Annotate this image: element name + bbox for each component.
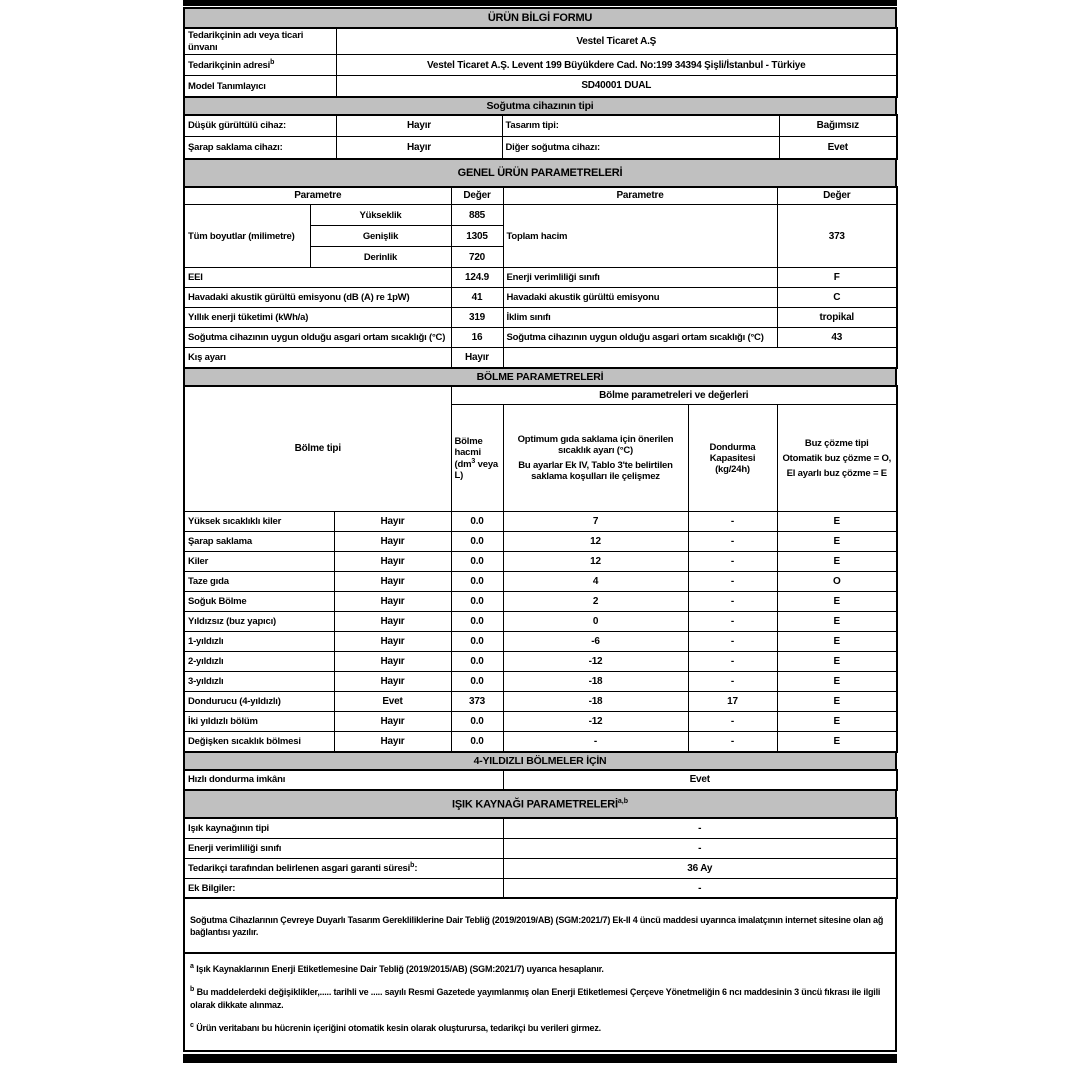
height-value: 885 — [451, 205, 503, 226]
value-header-1: Değer — [451, 187, 503, 205]
noise-class-label: Havadaki akustik gürültü emisyonu — [503, 288, 777, 308]
defrost-type-header: Buz çözme tipi Otomatik buz çözme = O, El ayarlı buz çözme = E — [777, 405, 897, 512]
compartment-capacity-cell: - — [688, 612, 777, 632]
min-ambient-temp-value: 16 — [451, 328, 503, 348]
compartment-defrost-cell: E — [777, 732, 897, 752]
depth-label: Derinlik — [310, 247, 451, 268]
light-source-table — [183, 817, 898, 899]
compartment-defrost-cell: E — [777, 552, 897, 572]
compartment-type-cell: Taze gıda — [184, 572, 334, 592]
winter-setting-value: Hayır — [451, 348, 503, 368]
total-volume-label: Toplam hacim — [503, 205, 777, 268]
freezing-capacity-header: Dondurma Kapasitesi (kg/24h) — [688, 405, 777, 512]
table-row — [184, 137, 897, 159]
low-noise-label: Düşük gürültülü cihaz: — [184, 115, 336, 137]
compartment-present-cell: Hayır — [334, 652, 451, 672]
compartment-defrost-cell: E — [777, 512, 897, 532]
compartment-present-cell: Hayır — [334, 632, 451, 652]
compartment-volume-cell: 0.0 — [451, 552, 503, 572]
table-row — [184, 712, 897, 732]
compartment-present-cell: Hayır — [334, 592, 451, 612]
compartment-type-cell: Yıldızsız (buz yapıcı) — [184, 612, 334, 632]
compartment-type-cell: Soğuk Bölme — [184, 592, 334, 612]
compartment-volume-cell: 0.0 — [451, 572, 503, 592]
compartment-capacity-cell: - — [688, 632, 777, 652]
compartment-type-header: Bölme tipi — [184, 386, 451, 512]
annual-energy-value: 319 — [451, 308, 503, 328]
cooling-type-table — [183, 114, 898, 160]
max-ambient-temp-label: Soğutma cihazının uygun olduğu asgari ortam sıcaklığı (°C) — [503, 328, 777, 348]
table-row — [184, 552, 897, 572]
compartment-capacity-cell: - — [688, 592, 777, 612]
table-row — [184, 672, 897, 692]
depth-value: 720 — [451, 247, 503, 268]
light-source-title-sup: a,b — [617, 797, 629, 805]
light-type-label: Işık kaynağının tipi — [184, 818, 503, 838]
compartment-present-cell: Hayır — [334, 552, 451, 572]
footnote-b: $^b$ Bu maddelerdeki değişiklikler,..... tarihli ve ..... sayılı Resmi Gazetede yayımlanmış olan Enerji Etiketlemesi Çerçeve Yönetmeliğin 6 ncı maddesinin 3 üncü fıkrası ile ilgili olarak dikkate alınmaz. — [190, 986, 881, 1011]
climate-class-value: tropikal — [777, 308, 897, 328]
extra-info-label: Ek Bilgiler: — [184, 878, 503, 898]
table-row — [184, 572, 897, 592]
compartment-defrost-cell: E — [777, 692, 897, 712]
compartment-volume-cell: 0.0 — [451, 612, 503, 632]
total-volume-value: 373 — [777, 205, 897, 268]
compartment-volume-cell: 0.0 — [451, 592, 503, 612]
compartment-volume-cell: 0.0 — [451, 712, 503, 732]
compartment-present-cell: Hayır — [334, 732, 451, 752]
volume-header: Bölme hacmi ($dm^3$ veya L) — [451, 405, 503, 512]
compartment-table — [183, 385, 898, 753]
compartment-defrost-cell: O — [777, 572, 897, 592]
compartment-volume-cell: 0.0 — [451, 652, 503, 672]
compartment-temp-cell: 12 — [503, 552, 688, 572]
four-star-band — [183, 751, 897, 771]
compartment-type-cell: 2-yıldızlı — [184, 652, 334, 672]
other-cooling-label: Diğer soğutma cihazı: — [502, 137, 779, 159]
compartment-type-cell: 3-yıldızlı — [184, 672, 334, 692]
compartment-present-cell: Hayır — [334, 532, 451, 552]
compartment-capacity-cell: - — [688, 732, 777, 752]
table-row — [184, 532, 897, 552]
four-star-table — [183, 769, 898, 791]
footnote-c: $^c$ Ürün veritabanı bu hücrenin içeriğini otomatik kesin olarak oluşturursa, tedarikçi bu verileri girmez. — [190, 1022, 601, 1034]
guarantee-label: Tedarikçi tarafından belirlenen asgari garanti süresi$^b$: — [184, 858, 503, 878]
table-row — [184, 28, 897, 55]
energy-class-label: Enerji verimliliği sınıfı — [503, 268, 777, 288]
dimensions-label: Tüm boyutlar (milimetre) — [184, 205, 310, 268]
winter-setting-label: Kış ayarı — [184, 348, 451, 368]
compartment-temp-cell: 7 — [503, 512, 688, 532]
table-row — [184, 592, 897, 612]
table-row — [184, 838, 897, 858]
compartment-present-cell: Evet — [334, 692, 451, 712]
compartment-temp-cell: -12 — [503, 712, 688, 732]
param-header-1: Parametre — [184, 187, 451, 205]
footnotes-box — [183, 952, 897, 1052]
general-params-table — [183, 186, 898, 369]
supplier-name-label: Tedarikçinin adı veya ticari ünvanı — [184, 28, 336, 55]
general-params-band — [183, 158, 897, 188]
table-row — [184, 732, 897, 752]
compartment-capacity-cell: - — [688, 552, 777, 572]
table-row — [184, 652, 897, 672]
table-row — [184, 612, 897, 632]
supplier-name-value: Vestel Ticaret A.Ş — [336, 28, 897, 55]
table-row — [184, 770, 897, 790]
table-row — [184, 512, 897, 532]
noise-emission-label: Havadaki akustik gürültü emisyonu (dB (A) re 1pW) — [184, 288, 451, 308]
fast-freeze-value: Evet — [503, 770, 897, 790]
compartment-defrost-cell: E — [777, 672, 897, 692]
compartment-type-cell: İki yıldızlı bölüm — [184, 712, 334, 732]
table-row — [184, 632, 897, 652]
height-label: Yükseklik — [310, 205, 451, 226]
table-row — [184, 115, 897, 137]
extra-info-value: - — [503, 878, 897, 898]
wine-storage-label: Şarap saklama cihazı: — [184, 137, 336, 159]
table-row — [184, 878, 897, 898]
light-energy-class-label: Enerji verimliliği sınıfı — [184, 838, 503, 858]
eei-value: 124.9 — [451, 268, 503, 288]
other-cooling-value: Evet — [779, 137, 897, 159]
width-value: 1305 — [451, 226, 503, 247]
table-row — [184, 76, 897, 97]
table-row — [184, 308, 897, 328]
table-row — [184, 268, 897, 288]
compartment-present-cell: Hayır — [334, 712, 451, 732]
compartment-volume-cell: 373 — [451, 692, 503, 712]
energy-class-value: F — [777, 268, 897, 288]
table-row — [184, 55, 897, 76]
compartment-defrost-cell: E — [777, 712, 897, 732]
temp-setting-header: Optimum gıda saklama için önerilen sıcaklık ayarı (°C) Bu ayarlar Ek IV, Tablo 3'te belirtilen saklama koşulları ile çelişmez — [503, 405, 688, 512]
light-source-title: IŞIK KAYNAĞI PARAMETRELERİ — [451, 798, 618, 811]
empty-cell — [503, 348, 897, 368]
compartment-temp-cell: 12 — [503, 532, 688, 552]
compartment-capacity-cell: 17 — [688, 692, 777, 712]
model-identifier-value: SD40001 DUAL — [336, 76, 897, 97]
compartment-temp-cell: - — [503, 732, 688, 752]
design-type-value: Bağımsız — [779, 115, 897, 137]
compartment-present-cell: Hayır — [334, 612, 451, 632]
general-params-title: GENEL ÜRÜN PARAMETRELERİ — [457, 166, 623, 179]
fast-freeze-label: Hızlı dondurma imkânı — [184, 770, 503, 790]
product-fiche-sheet — [183, 0, 897, 1063]
table-row — [184, 348, 897, 368]
table-row — [184, 386, 897, 405]
guarantee-value: 36 Ay — [503, 858, 897, 878]
max-ambient-temp-value: 43 — [777, 328, 897, 348]
compartment-group-header: Bölme parametreleri ve değerleri — [451, 386, 897, 405]
four-star-title: 4-YILDIZLI BÖLMELER İÇİN — [473, 754, 607, 767]
model-identifier-label: Model Tanımlayıcı — [184, 76, 336, 97]
light-source-band — [183, 789, 897, 820]
compartment-defrost-cell: E — [777, 532, 897, 552]
supplier-address-label: Tedarikçinin adresi$^b$ — [184, 55, 336, 76]
table-row — [184, 328, 897, 348]
supplier-table — [183, 27, 898, 98]
compartment-capacity-cell: - — [688, 512, 777, 532]
compartment-temp-cell: -18 — [503, 692, 688, 712]
table-row — [184, 818, 897, 838]
compartment-volume-cell: 0.0 — [451, 672, 503, 692]
compartment-defrost-cell: E — [777, 612, 897, 632]
compartment-temp-cell: 2 — [503, 592, 688, 612]
annual-energy-label: Yıllık enerji tüketimi (kWh/a) — [184, 308, 451, 328]
compartment-temp-cell: -18 — [503, 672, 688, 692]
noise-class-value: C — [777, 288, 897, 308]
param-header-2: Parametre — [503, 187, 777, 205]
compartment-capacity-cell: - — [688, 712, 777, 732]
table-row — [184, 205, 897, 226]
table-row — [184, 288, 897, 308]
min-ambient-temp-label: Soğutma cihazının uygun olduğu asgari ortam sıcaklığı (°C) — [184, 328, 451, 348]
compartment-type-cell: Şarap saklama — [184, 532, 334, 552]
compartment-temp-cell: -12 — [503, 652, 688, 672]
compartment-volume-cell: 0.0 — [451, 532, 503, 552]
compartment-type-cell: Değişken sıcaklık bölmesi — [184, 732, 334, 752]
table-row — [184, 187, 897, 205]
table-row — [184, 692, 897, 712]
light-energy-class-value: - — [503, 838, 897, 858]
top-black-bar — [183, 0, 897, 6]
compartment-capacity-cell: - — [688, 652, 777, 672]
compartment-defrost-cell: E — [777, 652, 897, 672]
compartment-type-cell: Kiler — [184, 552, 334, 572]
bottom-black-bar — [183, 1054, 897, 1063]
compartment-type-cell: Dondurucu (4-yıldızlı) — [184, 692, 334, 712]
compartment-params-title: BÖLME PARAMETRELERİ — [476, 370, 604, 383]
ecodesign-note-text: Soğutma Cihazlarının Çevreye Duyarlı Tasarım Gerekliliklerine Dair Tebliğ (2019/2019/AB) (SGM:2021/7) Ek-II 4 üncü maddesi uyarınca imalatçının internet sitesine olan ağ bağlantısı yazılır. — [190, 914, 884, 937]
compartment-volume-cell: 0.0 — [451, 632, 503, 652]
low-noise-value: Hayır — [336, 115, 502, 137]
form-title-band — [183, 7, 897, 29]
supplier-address-value: Vestel Ticaret A.Ş. Levent 199 Büyükdere Cad. No:199 34394 Şişli/İstanbul - Türkiye — [336, 55, 897, 76]
design-type-label: Tasarım tipi: — [502, 115, 779, 137]
compartment-capacity-cell: - — [688, 672, 777, 692]
ecodesign-note-box — [183, 897, 897, 954]
compartment-present-cell: Hayır — [334, 572, 451, 592]
compartment-present-cell: Hayır — [334, 672, 451, 692]
compartment-params-band — [183, 367, 897, 387]
compartment-volume-cell: 0.0 — [451, 732, 503, 752]
form-title: ÜRÜN BİLGİ FORMU — [487, 12, 593, 24]
compartment-capacity-cell: - — [688, 572, 777, 592]
cooling-type-title: Soğutma cihazının tipi — [486, 99, 594, 112]
noise-emission-value: 41 — [451, 288, 503, 308]
compartment-volume-cell: 0.0 — [451, 512, 503, 532]
compartment-capacity-cell: - — [688, 532, 777, 552]
cooling-type-band — [183, 96, 897, 116]
table-row — [184, 858, 897, 878]
compartment-defrost-cell: E — [777, 632, 897, 652]
value-header-2: Değer — [777, 187, 897, 205]
compartment-temp-cell: 0 — [503, 612, 688, 632]
compartment-temp-cell: -6 — [503, 632, 688, 652]
wine-storage-value: Hayır — [336, 137, 502, 159]
compartment-type-cell: Yüksek sıcaklıklı kiler — [184, 512, 334, 532]
compartment-defrost-cell: E — [777, 592, 897, 612]
climate-class-label: İklim sınıfı — [503, 308, 777, 328]
width-label: Genişlik — [310, 226, 451, 247]
compartment-temp-cell: 4 — [503, 572, 688, 592]
footnote-a: $^a$ Işık Kaynaklarının Enerji Etiketlemesine Dair Tebliğ (2019/2015/AB) (SGM:2021/7) uyarıca hesaplanır. — [190, 963, 604, 975]
eei-label: EEI — [184, 268, 451, 288]
compartment-type-cell: 1-yıldızlı — [184, 632, 334, 652]
light-type-value: - — [503, 818, 897, 838]
compartment-present-cell: Hayır — [334, 512, 451, 532]
